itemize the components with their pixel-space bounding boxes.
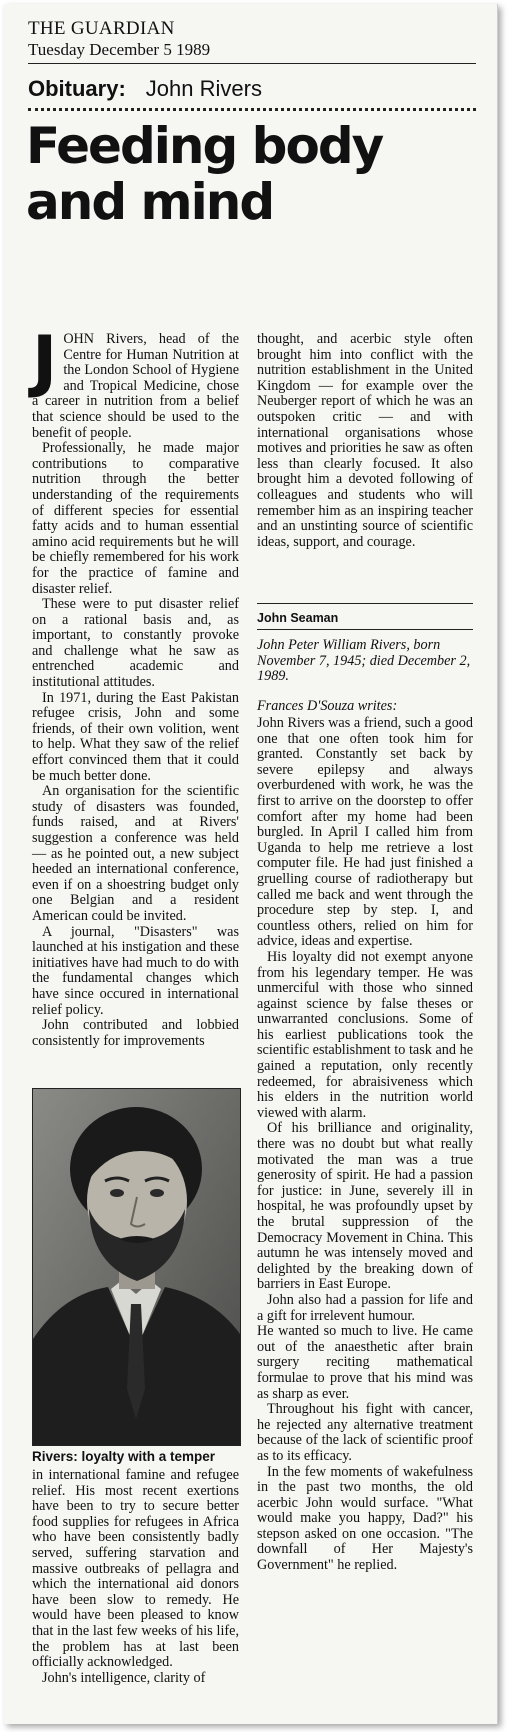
article-column-1 <box>32 322 239 1049</box>
paragraph: in international famine and refugee relief. His most recent exertions have been to try to secure better food supplies for refugees in Africa who have been consistently badly served, suffering starvation and massive outbreaks of pellagra and which the international aid donors have been slow to remedy. He would have been pleased to know that in the last few weeks of his life, the problem has at last been officially acknowledged. <box>32 1467 239 1671</box>
paragraph: These were to put disaster relief on a rational basis and, as important, to constantly provoke and challenge what he saw as entrenched academic and institutional attitudes. <box>32 596 239 691</box>
drop-cap: J <box>32 322 58 401</box>
paragraph: thought, and acerbic style often brought him into conflict with the nutrition establishment in the United Kingdom — for example over the Neuberger report of which he was an outspoken critic — and with international organisations whose motives and priorities he saw as often less than clearly focused. It also brought him a devoted following of colleagues and students who will remember him as an inspiring teacher and an unstinting source of scientific ideas, support, and courage. <box>257 331 473 550</box>
headline-line-2: and mind <box>26 173 274 231</box>
portrait-image <box>33 1089 240 1445</box>
kicker-subject: John Rivers <box>145 76 262 101</box>
paragraph: Of his brilliance and originality, there was no doubt but what really motivated the man was a true generosity of spirit. He had a passion for justice: in June, severely ill in hospital, he was profoundly upset by the brutal suppression of the Democracy Movement in China. This autumn he was intensely moved and delighted by the breaking down of barriers in East Europe. <box>257 1120 473 1293</box>
lead-text: OHN Rivers, head of the Centre for Human Nutrition at the London School of Hygiene and Tropical Medicine, chose a career in nutrition from a belief that science should be used to the benefit of people. <box>32 331 239 441</box>
lifespan-rule <box>257 629 473 630</box>
masthead-rule <box>28 63 476 64</box>
paragraph: A journal, "Disasters" was launched at his instigation and these initiatives have had much to do with the fundamental changes which have since occured in international relief policy. <box>32 923 239 1018</box>
masthead <box>28 18 468 60</box>
lifespan: John Peter William Rivers, born November 7, 1945; died December 2, 1989. <box>257 637 471 685</box>
paragraph: John's intelligence, clarity of <box>42 1669 206 1686</box>
dotted-divider <box>28 108 476 111</box>
paragraph: In 1971, during the East Pakistan refugee crisis, John and some friends, of their own volition, went to help. What they saw of the relief effort convinced them that it could be much better done. <box>32 689 239 784</box>
tribute-writer: Frances D'Souza writes: <box>257 698 398 714</box>
portrait-photo <box>32 1088 241 1446</box>
paragraph: John also had a passion for life and a gift for irrelevent humour. <box>257 1291 473 1324</box>
section-kicker <box>28 76 262 102</box>
paragraph: Professionally, he made major contributions to comparative nutrition through the better understanding of the requirements of different species for essential fatty acids and to human essential amino acid requirements but he will be chiefly remembered for his work for the practice of famine and disaster relief. <box>32 440 239 597</box>
article-column-2 <box>257 332 473 550</box>
byline: John Seaman <box>257 611 339 625</box>
publication-date: Tuesday December 5 1989 <box>28 40 211 59</box>
kicker-label: Obituary: <box>28 76 126 101</box>
paragraph: An organisation for the scientific study of disasters was founded, funds raised, and at Rivers' suggestion a conference was held — as he pointed out, a new subject heeded an international conference, even if on a shoestring budget only one Belgian and a resident American could be invited. <box>32 783 239 924</box>
photo-caption: Rivers: loyalty with a temper <box>32 1449 216 1464</box>
paragraph: John Rivers was a friend, such a good one that one often took him for granted. Constantly set back by severe epilepsy and always overburdened with work, he was the first to arrive on the doorstep to offer comfort after my home had been burgled. In April I called him from Uganda to help me retrieve a lost computer file. He had just finished a gruelling course of radiotherapy but called me back and went through the procedure step by step. I, and countless others, relied on him for advice, ideas and expertise. <box>257 715 473 950</box>
paragraph: John contributed and lobbied consistently for improvements <box>32 1017 239 1049</box>
paragraph: In the few moments of wakefulness in the past two months, the old acerbic John would surface. "What would make you happy, Dad?" his stepson asked on one occasion. "The downfall of Her Majesty's Government" he replied. <box>257 1463 473 1574</box>
newspaper-name: THE GUARDIAN <box>28 18 175 39</box>
article-column-1-continued <box>32 1468 239 1686</box>
lead-paragraph <box>32 322 239 441</box>
tribute-column <box>257 716 473 1574</box>
paragraph: His loyalty did not exempt anyone from his legendary temper. He was unmerciful with those who sinned against science by false theses or unwarranted conclusions. Some of his earliest publications took the scientific establishment to task and he gained a reputation, only recently redeemed, for abraisiveness which his elders in the nutrition world viewed with alarm. <box>257 948 473 1121</box>
paragraph: Throughout his fight with cancer, he rejected any alternative treatment because of the lack of scientific proof as to its efficacy. <box>257 1401 473 1464</box>
byline-rule <box>257 603 473 604</box>
paragraph: He wanted so much to live. He came out of the anaesthetic after brain surgery reciting mathematical formulae to prove that his mind was as sharp as ever. <box>257 1323 473 1402</box>
headline <box>26 118 486 230</box>
headline-line-1: Feeding body <box>26 117 383 175</box>
